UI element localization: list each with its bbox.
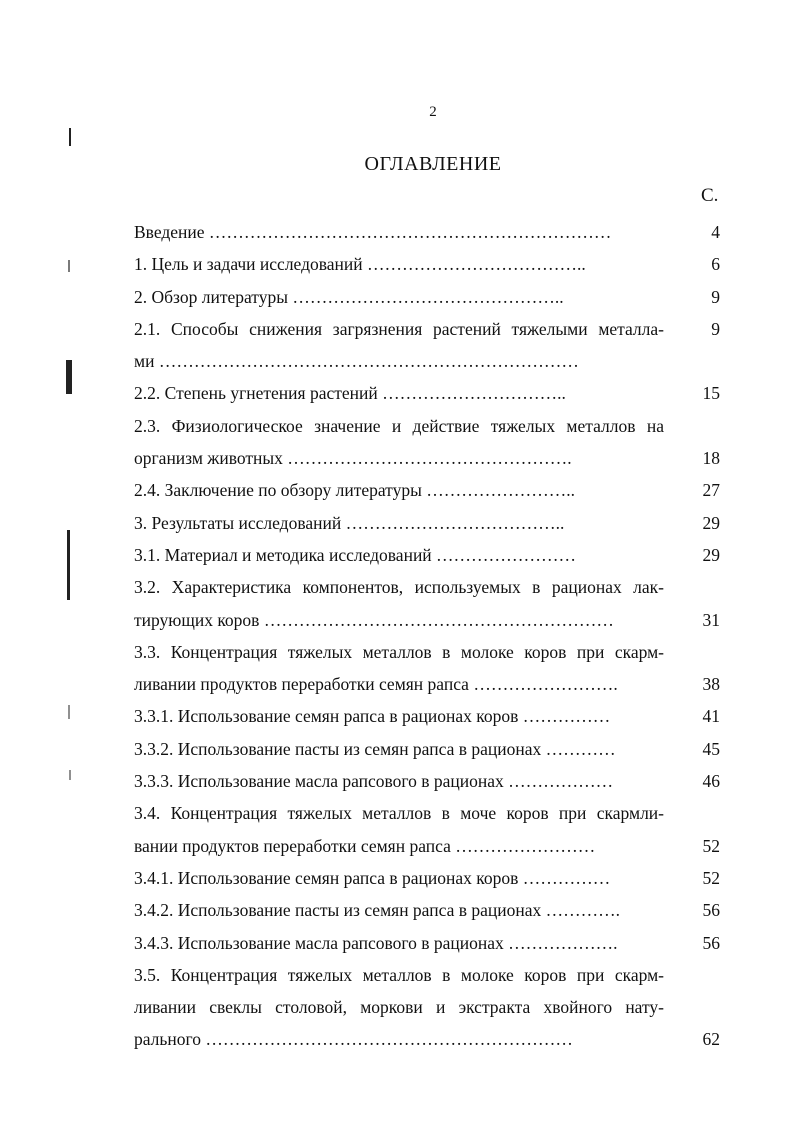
toc-entry-page: 4 <box>711 222 720 242</box>
toc-entry-text: 3.1. Материал и методика исследований …………………… <box>134 544 577 565</box>
scan-speck <box>69 770 71 780</box>
toc-entry-text: 2. Обзор литературы ……………………………………….. <box>134 286 564 307</box>
toc-entry <box>134 571 720 636</box>
toc-entry-text: 1. Цель и задачи исследований ……………………………….. <box>134 254 586 275</box>
toc-entry-text: 2.2. Степень угнетения растений ………………………….. <box>134 383 566 404</box>
toc-entry-text: ливании продуктов переработки семян рапса ……………………. <box>134 674 618 695</box>
toc-entry-page: 18 <box>702 448 720 469</box>
toc-entry-text: 3. Результаты исследований ……………………………….. <box>134 512 565 533</box>
toc-entry-text: 3.4. Концентрация тяжелых металлов в моче коров при скармли- <box>134 803 664 824</box>
toc-entry <box>134 377 720 409</box>
page-column-header: С. <box>701 185 719 206</box>
toc-entry-text: организм животных …………………………………………. <box>134 448 572 469</box>
toc-entry <box>134 474 720 506</box>
toc-entry-text: 3.4.2. Использование пасты из семян рапса в рационах …………. <box>134 900 620 921</box>
scan-speck <box>67 530 70 600</box>
page-number: 2 <box>429 104 437 120</box>
toc-entry-page: 56 <box>702 932 720 953</box>
toc-entry <box>134 700 720 732</box>
toc-entry <box>134 733 720 765</box>
toc-entry-text: ливании свеклы столовой, моркови и экстракта хвойного нату- <box>134 997 664 1018</box>
toc-entry-text: 2.4. Заключение по обзору литературы …………………….. <box>134 480 575 501</box>
toc-entry <box>134 765 720 797</box>
toc-entry <box>134 797 720 862</box>
toc-entry-page: 38 <box>702 674 720 695</box>
toc-entry-text: 3.4.3. Использование масла рапсового в рационах ………………. <box>134 932 618 953</box>
table-of-contents <box>134 216 720 1056</box>
toc-entry <box>134 636 720 701</box>
toc-entry-text: ми ……………………………………………………………… <box>134 351 579 372</box>
toc-entry-text: 3.3.2. Использование пасты из семян рапса в рационах ………… <box>134 738 616 759</box>
toc-entry-text: 3.5. Концентрация тяжелых металлов в молоке коров при скарм- <box>134 964 664 985</box>
toc-entry <box>134 313 720 378</box>
toc-entry-text: 3.2. Характеристика компонентов, используемых в рационах лак- <box>134 577 664 598</box>
toc-entry <box>134 216 720 248</box>
toc-entry-text: тирующих коров …………………………………………………… <box>134 609 614 630</box>
toc-entry <box>134 862 720 894</box>
toc-entry-page: 56 <box>702 900 720 921</box>
toc-entry-text: вании продуктов переработки семян рапса …………………… <box>134 835 596 856</box>
toc-entry-page: 9 <box>711 318 720 339</box>
toc-entry <box>134 927 720 959</box>
toc-entry-page: 52 <box>702 867 720 888</box>
toc-entry <box>134 507 720 539</box>
toc-entry-page: 29 <box>702 544 720 565</box>
toc-entry-page: 41 <box>702 706 720 727</box>
toc-entry <box>134 248 720 280</box>
toc-entry-text: 2.1. Способы снижения загрязнения растений тяжелыми металла- <box>134 318 664 339</box>
toc-entry <box>134 410 720 475</box>
toc-entry-text: рального ……………………………………………………… <box>134 1029 573 1050</box>
page-title: ОГЛАВЛЕНИЕ <box>364 153 502 175</box>
toc-entry <box>134 959 720 1056</box>
toc-entry-text: 3.4.1. Использование семян рапса в рационах коров …………… <box>134 867 611 888</box>
toc-entry-text: Введение …………………………………………………………… <box>134 222 612 242</box>
scan-speck <box>68 705 70 719</box>
toc-entry-page: 15 <box>702 383 720 404</box>
toc-entry-page: 9 <box>711 286 720 307</box>
toc-entry-page: 6 <box>711 254 720 275</box>
toc-entry-page: 45 <box>702 738 720 759</box>
toc-entry-page: 62 <box>702 1029 720 1050</box>
toc-entry-page: 31 <box>702 609 720 630</box>
toc-entry <box>134 894 720 926</box>
toc-entry-text: 3.3.1. Использование семян рапса в рационах коров …………… <box>134 706 611 727</box>
toc-entry-page: 27 <box>702 480 720 501</box>
toc-entry-page: 46 <box>702 771 720 792</box>
toc-entry-text: 2.3. Физиологическое значение и действие тяжелых металлов на <box>134 415 664 436</box>
toc-entry-text: 3.3. Концентрация тяжелых металлов в молоке коров при скарм- <box>134 641 664 662</box>
scan-speck <box>68 260 70 272</box>
toc-entry-page: 29 <box>702 512 720 533</box>
toc-entry <box>134 281 720 313</box>
scan-speck <box>69 128 71 146</box>
toc-entry-text: 3.3.3. Использование масла рапсового в рационах ……………… <box>134 771 614 792</box>
scan-speck <box>66 360 72 394</box>
toc-entry <box>134 539 720 571</box>
toc-entry-page: 52 <box>702 835 720 856</box>
